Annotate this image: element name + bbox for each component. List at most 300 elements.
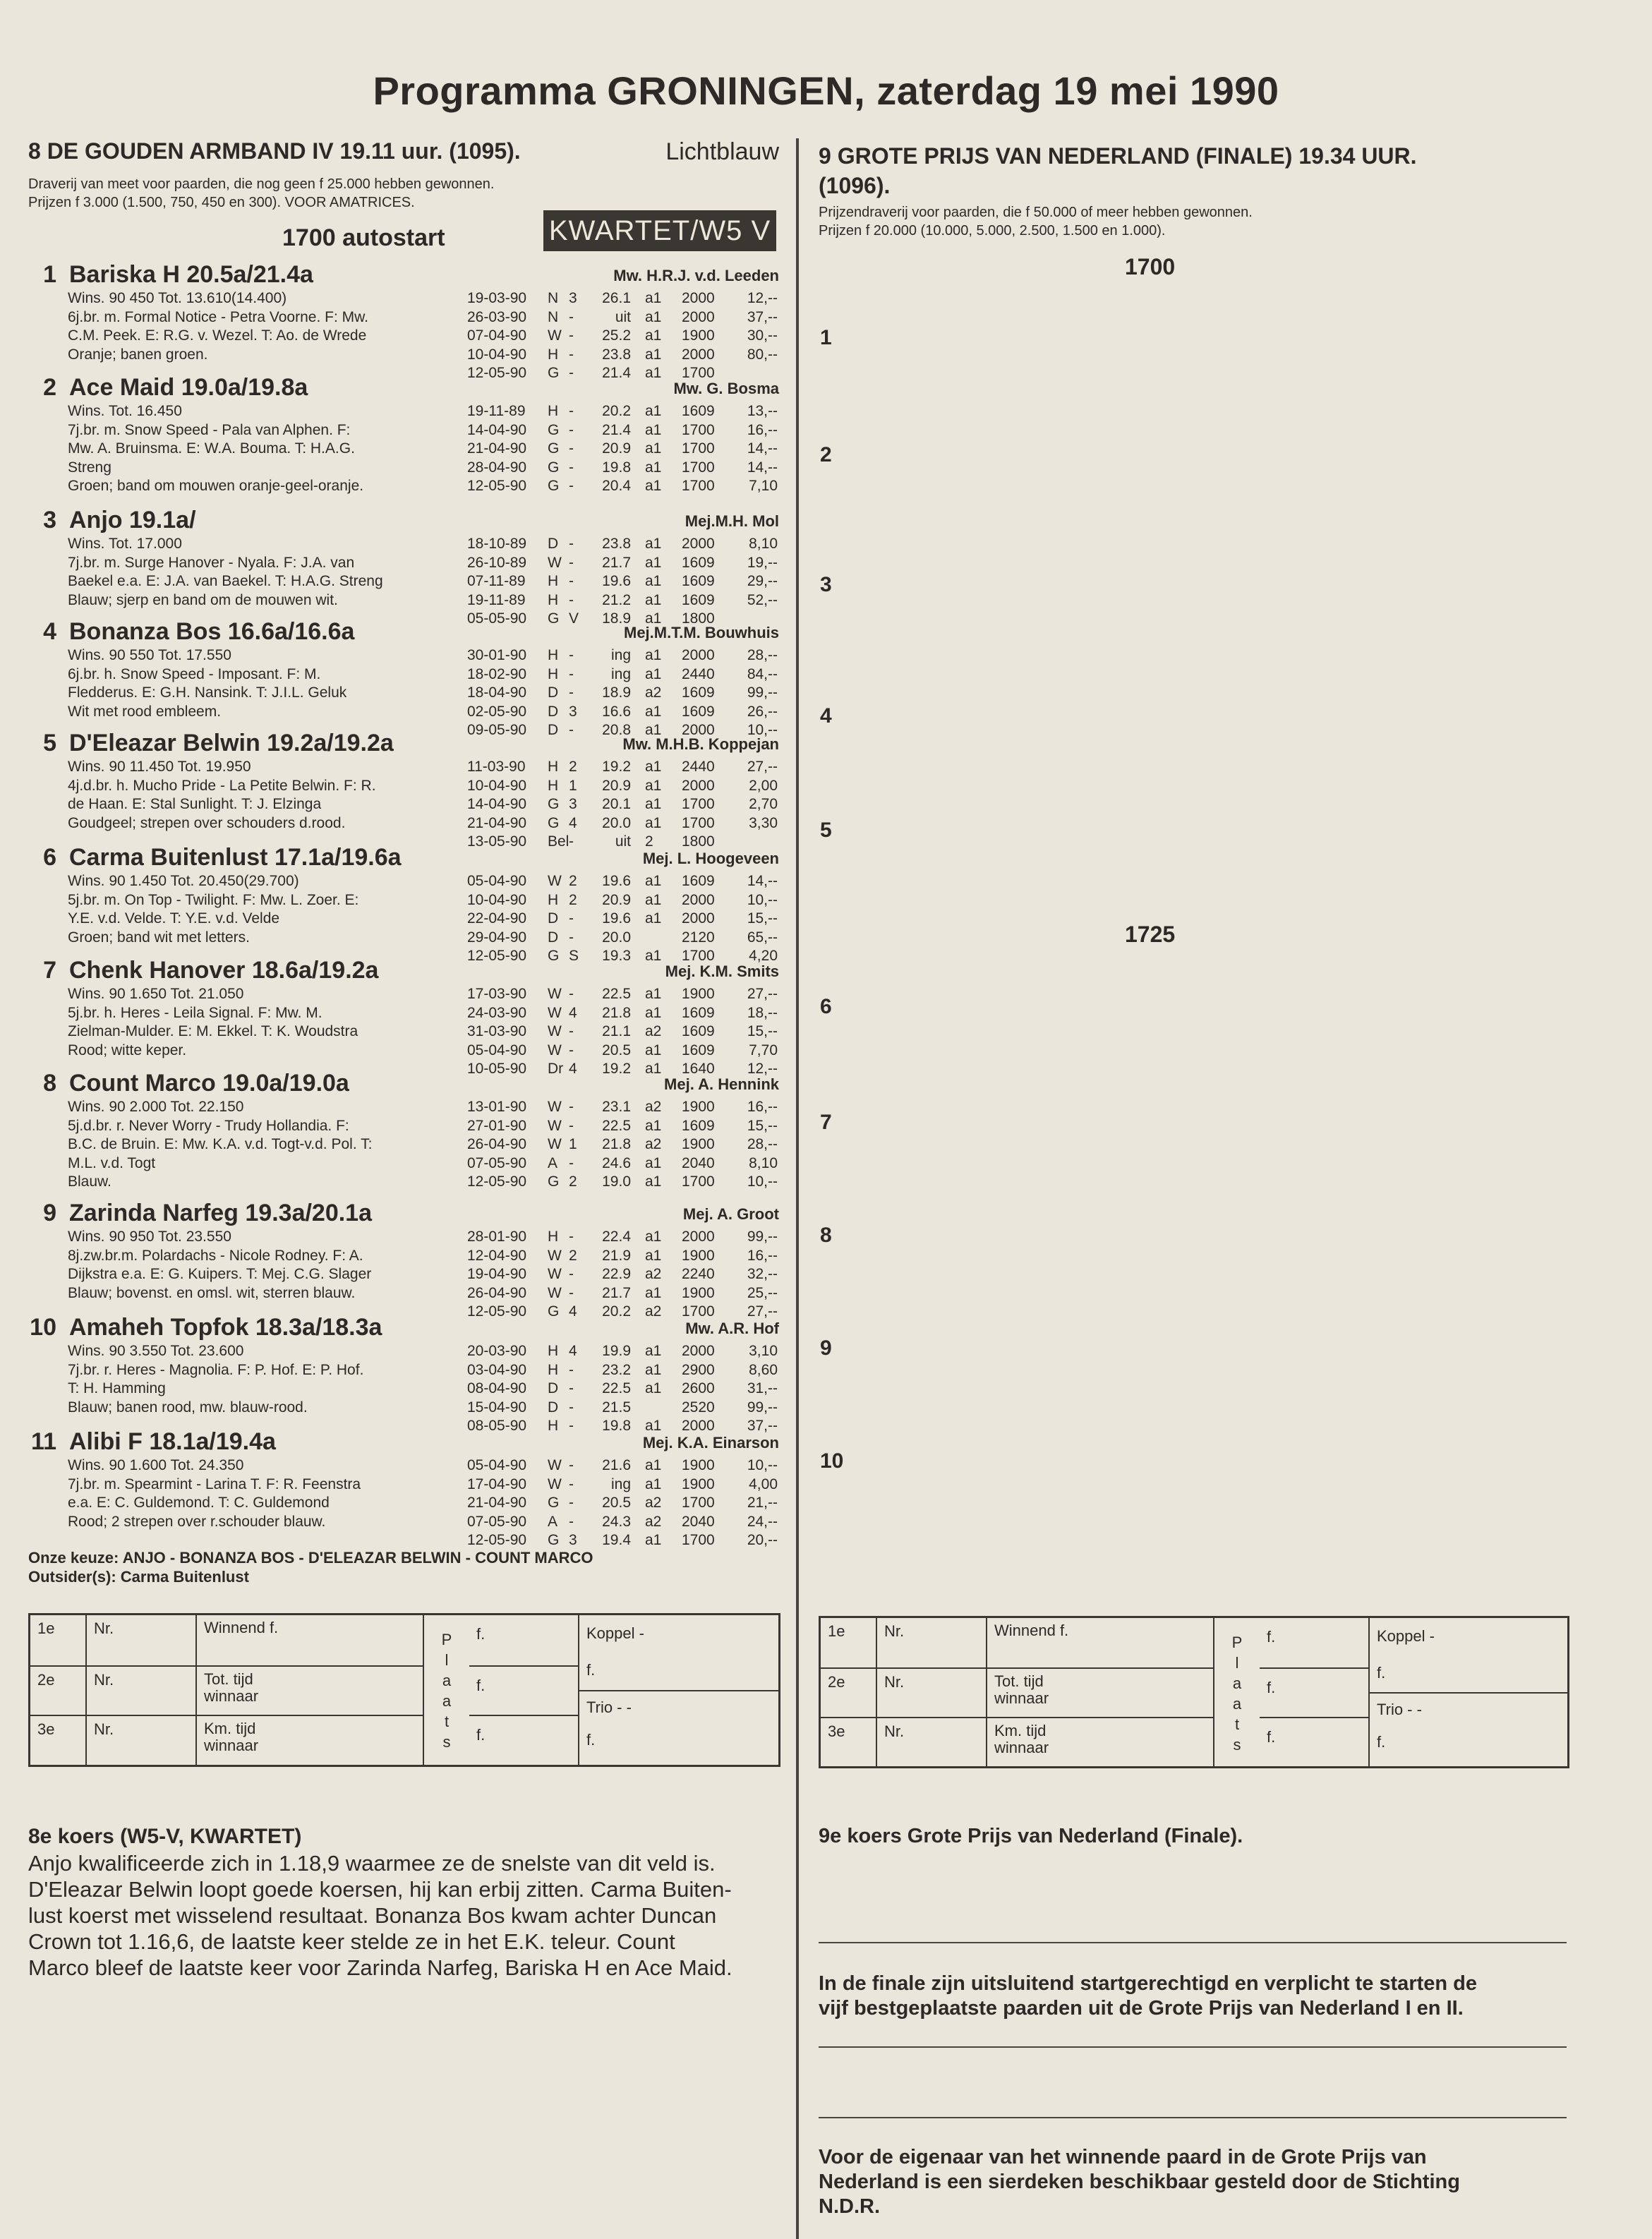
result-cell: a1 xyxy=(645,459,662,476)
horse-info-line: de Haan. E: Stal Sunlight. T: J. Elzinga xyxy=(68,796,322,812)
recent-results xyxy=(467,646,778,740)
cell-line: Tot. tijd xyxy=(994,1672,1044,1690)
result-cell: 2040 xyxy=(682,1513,715,1530)
result-cell: a1 xyxy=(645,327,662,344)
race-9-distance-1: 1700 xyxy=(1125,254,1176,279)
result-cell: 1609 xyxy=(682,684,715,701)
race-9-heading xyxy=(819,141,1552,200)
horse-info-line: 5j.br. h. Heres - Leila Signal. F: Mw. M. xyxy=(68,1004,322,1021)
driver-name: Mej. K.M. Smits xyxy=(665,962,779,980)
result-row xyxy=(467,1475,778,1495)
horse-info-line: 7j.br. m. Surge Hanover - Nyala. F: J.A. van xyxy=(68,554,355,571)
plaats-value: f. xyxy=(469,1665,578,1715)
result-row xyxy=(467,795,778,814)
nr-label: Nr. xyxy=(85,1615,195,1665)
horse-info-line: Wins. 90 450 Tot. 13.610(14.400) xyxy=(68,290,287,306)
result-cell: 27,-- xyxy=(747,986,778,1002)
horse-info-line: Wins. 90 1.650 Tot. 21.050 xyxy=(68,986,244,1002)
result-cell: G xyxy=(548,948,560,964)
horse-name-text: Amaheh Topfok 18.3a/18.3a xyxy=(69,1314,382,1341)
result-cell: G xyxy=(548,478,560,494)
result-row xyxy=(467,777,778,796)
result-cell: 12-05-90 xyxy=(467,1532,527,1548)
result-cell: 20.5 xyxy=(602,1495,631,1511)
result-cell: 25,-- xyxy=(747,1284,778,1301)
recent-results xyxy=(467,872,778,966)
horse-info-line: Oranje; banen groen. xyxy=(68,346,208,363)
result-cell: 1609 xyxy=(682,1042,715,1058)
place-label: 1e xyxy=(37,1619,55,1637)
result-cell: 07-05-90 xyxy=(467,1513,527,1530)
horse-number: 10 xyxy=(30,1314,56,1341)
result-cell: 20.0 xyxy=(602,929,631,946)
horse-info-line: Blauw; bovenst. en omsl. wit, sterren blauw. xyxy=(68,1284,356,1301)
result-cell: W xyxy=(548,1004,562,1021)
result-cell: - xyxy=(569,365,574,381)
result-cell: W xyxy=(548,1284,562,1301)
result-cell: H xyxy=(548,1229,559,1245)
cell-line: winnaar xyxy=(994,1689,1049,1707)
result-cell: 2 xyxy=(569,873,577,889)
result-cell: W xyxy=(548,1266,562,1282)
driver-name: Mw. G. Bosma xyxy=(673,380,779,397)
result-cell: 1700 xyxy=(682,1173,715,1190)
horse-name-text: Zarinda Narfeg 19.3a/20.1a xyxy=(69,1200,373,1226)
result-row xyxy=(467,1247,778,1266)
result-cell: 10,-- xyxy=(747,722,778,738)
result-cell: ing xyxy=(610,647,631,663)
result-cell: 08-04-90 xyxy=(467,1380,527,1396)
result-cell: 12-05-90 xyxy=(467,365,527,381)
result-cell: 27-01-90 xyxy=(467,1117,527,1134)
result-cell: a1 xyxy=(645,703,662,720)
result-cell: A xyxy=(548,1513,558,1530)
result-cell: 1900 xyxy=(682,1457,715,1473)
result-cell: 23.2 xyxy=(602,1361,631,1378)
result-cell: a1 xyxy=(645,290,662,306)
result-cell: 2 xyxy=(569,1247,577,1264)
result-cell: 2000 xyxy=(682,308,715,325)
result-table-race-8 xyxy=(28,1613,780,1767)
cell-line: a xyxy=(1232,1695,1242,1713)
result-cell: 1609 xyxy=(682,1023,715,1039)
result-cell: 65,-- xyxy=(747,929,778,946)
horse-info-line: Wins. 90 950 Tot. 23.550 xyxy=(68,1229,231,1245)
result-cell: 13-01-90 xyxy=(467,1099,527,1115)
value-label xyxy=(986,1667,1213,1717)
place-label: 2e xyxy=(821,1667,876,1717)
horse-info xyxy=(68,1228,477,1303)
cell-line: P xyxy=(441,1631,452,1648)
plaats-label xyxy=(1213,1618,1260,1766)
result-cell: 1700 xyxy=(682,1532,715,1548)
horse-info-line: 4j.d.br. h. Mucho Pride - La Petite Belwin. F: R. xyxy=(68,777,376,794)
cell-line: t xyxy=(1234,1715,1240,1733)
result-row xyxy=(467,535,778,554)
our-choice xyxy=(28,1548,593,1586)
race-9-description xyxy=(819,203,1253,240)
driver-name: Mw. M.H.B. Koppejan xyxy=(622,735,779,753)
result-cell: 05-04-90 xyxy=(467,1457,527,1473)
result-cell: 8,10 xyxy=(749,1154,778,1171)
result-row xyxy=(467,402,778,421)
footer-line: N.D.R. xyxy=(819,2195,880,2218)
result-row xyxy=(467,308,778,327)
result-cell: ing xyxy=(610,1475,631,1492)
result-cell: 1640 xyxy=(682,1061,715,1077)
result-cell: - xyxy=(569,327,574,344)
result-cell: 18-02-90 xyxy=(467,665,527,682)
result-cell: 13,-- xyxy=(747,403,778,419)
result-row xyxy=(467,665,778,684)
nr-label: Nr. xyxy=(85,1715,195,1765)
result-cell: 23.8 xyxy=(602,536,631,552)
value-label xyxy=(195,1715,423,1765)
result-cell: - xyxy=(569,1399,574,1416)
cell-line: t xyxy=(444,1713,450,1730)
horse-info xyxy=(68,402,477,496)
result-cell: 2000 xyxy=(682,1418,715,1434)
result-cell: 23.1 xyxy=(602,1099,631,1115)
result-cell: 24-03-90 xyxy=(467,1004,527,1021)
result-cell: a1 xyxy=(645,1380,662,1396)
result-cell: a2 xyxy=(645,684,662,701)
result-cell: 4 xyxy=(569,1303,577,1320)
result-cell: - xyxy=(569,346,574,363)
result-cell: - xyxy=(569,1099,574,1115)
result-cell: 20.1 xyxy=(602,796,631,812)
horse-info-line: Mw. A. Bruinsma. E: W.A. Bouma. T: H.A.G. xyxy=(68,440,355,457)
horse-number: 5 xyxy=(43,730,56,756)
result-cell: a1 xyxy=(645,536,662,552)
result-cell: 1609 xyxy=(682,1004,715,1021)
result-cell: a1 xyxy=(645,1229,662,1245)
race-9-finale-note xyxy=(819,1972,1567,2021)
result-cell: H xyxy=(548,665,559,682)
result-cell: 80,-- xyxy=(747,346,778,363)
commentary-line: lust koerst met wisselend resultaat. Bonanza Bos kwam achter Duncan xyxy=(28,1903,717,1928)
result-cell: a1 xyxy=(645,910,662,927)
place-label: 3e xyxy=(30,1715,85,1765)
cell-line: f. xyxy=(586,1661,596,1679)
horse-info-line: Blauw. xyxy=(68,1173,111,1190)
entry-number: 2 xyxy=(820,443,832,466)
result-cell: 16,-- xyxy=(747,1099,778,1115)
result-cell: 4 xyxy=(569,814,577,831)
rule-line xyxy=(819,2046,1567,2048)
result-cell: - xyxy=(569,1154,574,1171)
horse-info-line: 5j.d.br. r. Never Worry - Trudy Hollandia. F: xyxy=(68,1117,349,1134)
result-cell: - xyxy=(569,833,574,850)
result-cell: 16,-- xyxy=(747,1247,778,1264)
cell-line: Km. tijd xyxy=(994,1722,1047,1739)
result-cell: V xyxy=(569,610,579,627)
result-cell: - xyxy=(569,536,574,552)
column-divider xyxy=(796,138,799,2239)
result-cell: 26-04-90 xyxy=(467,1284,527,1301)
result-row xyxy=(467,1117,778,1136)
result-cell: 09-05-90 xyxy=(467,722,527,738)
result-cell: a1 xyxy=(645,346,662,363)
result-row xyxy=(467,1265,778,1284)
result-row xyxy=(467,1135,778,1154)
result-cell: 10-04-90 xyxy=(467,346,527,363)
result-cell: 18.9 xyxy=(602,684,631,701)
result-cell: a1 xyxy=(645,1284,662,1301)
result-cell: a1 xyxy=(645,1042,662,1058)
result-cell: 2000 xyxy=(682,722,715,738)
horse-info-line: Wins. 90 11.450 Tot. 19.950 xyxy=(68,759,251,775)
horse-info-line: Goudgeel; strepen over schouders d.rood. xyxy=(68,814,346,831)
result-cell: 14,-- xyxy=(747,459,778,476)
result-cell: 15,-- xyxy=(747,910,778,927)
cell-line: s xyxy=(442,1733,451,1751)
horse-info-line: 6j.br. m. Formal Notice - Petra Voorne. F: Mw. xyxy=(68,308,368,325)
result-cell: W xyxy=(548,1099,562,1115)
result-cell: 14,-- xyxy=(747,873,778,889)
result-cell: 1800 xyxy=(682,833,715,850)
horse-name xyxy=(28,618,354,646)
result-cell: a1 xyxy=(645,1154,662,1171)
commentary-line: Crown tot 1.16,6, de laatste keer stelde ze in het E.K. teleur. Count xyxy=(28,1929,675,1954)
entry-number: 10 xyxy=(820,1449,844,1473)
result-cell: - xyxy=(569,1475,574,1492)
result-row xyxy=(467,1154,778,1173)
horse-info-line: Blauw; sjerp en band om de mouwen wit. xyxy=(68,591,338,608)
cell-line: winnaar xyxy=(204,1737,259,1755)
result-cell: 15,-- xyxy=(747,1023,778,1039)
result-cell: 14-04-90 xyxy=(467,796,527,812)
result-cell: 20.0 xyxy=(602,814,631,831)
result-cell: 2040 xyxy=(682,1154,715,1171)
result-cell: 12-05-90 xyxy=(467,1303,527,1320)
entry-number: 1 xyxy=(820,326,832,349)
result-cell: 14-04-90 xyxy=(467,421,527,438)
result-cell: H xyxy=(548,777,559,794)
result-cell: 3 xyxy=(569,1532,577,1548)
horse-number: 1 xyxy=(43,261,56,288)
horse-info-line: Rood; 2 strepen over r.schouder blauw. xyxy=(68,1513,326,1530)
result-cell: 4 xyxy=(569,1343,577,1359)
result-cell: a1 xyxy=(645,1117,662,1134)
result-cell: 20.9 xyxy=(602,891,631,908)
horse-name-text: Bonanza Bos 16.6a/16.6a xyxy=(69,618,355,645)
result-cell: a1 xyxy=(645,403,662,419)
result-cell: 19.6 xyxy=(602,573,631,589)
result-cell: - xyxy=(569,478,574,494)
result-cell: 21.6 xyxy=(602,1457,631,1473)
recent-results xyxy=(467,1456,778,1550)
result-cell: H xyxy=(548,403,559,419)
commentary-line: D'Eleazar Belwin loopt goede koersen, hij kan erbij zitten. Carma Buiten- xyxy=(28,1877,732,1902)
driver-name: Mej. L. Hoogeveen xyxy=(642,850,779,867)
plaats-value: f. xyxy=(469,1715,578,1765)
result-cell: 1700 xyxy=(682,478,715,494)
result-cell: 28,-- xyxy=(747,647,778,663)
cell-line: winnaar xyxy=(204,1686,259,1705)
result-cell: 15,-- xyxy=(747,1117,778,1134)
horse-info xyxy=(68,289,477,364)
entry-number: 4 xyxy=(820,704,832,728)
result-cell: a1 xyxy=(645,1173,662,1190)
cell-line: a xyxy=(1232,1674,1242,1692)
result-cell: 10,-- xyxy=(747,1173,778,1190)
result-cell: H xyxy=(548,759,559,775)
horse-info xyxy=(68,758,477,833)
result-cell: 4 xyxy=(569,1061,577,1077)
driver-name: Mw. A.R. Hof xyxy=(685,1320,779,1337)
page-title: Programma GRONINGEN, zaterdag 19 mei 1990 xyxy=(373,68,1279,113)
horse-info xyxy=(68,535,477,610)
horse-info-line: 7j.br. m. Snow Speed - Pala van Alphen. F: xyxy=(68,421,351,438)
place-label: 2e xyxy=(30,1665,85,1715)
result-row xyxy=(467,440,778,459)
result-row xyxy=(467,459,778,478)
result-cell: 21-04-90 xyxy=(467,440,527,457)
result-cell: 1900 xyxy=(682,327,715,344)
result-cell: G xyxy=(548,610,560,627)
result-cell: a1 xyxy=(645,421,662,438)
horse-info-line: Fledderus. E: G.H. Nansink. T: J.I.L. Geluk xyxy=(68,684,347,701)
result-cell: 2 xyxy=(569,1173,577,1190)
result-cell: 20.9 xyxy=(602,440,631,457)
horse-name xyxy=(28,1314,382,1341)
result-cell: 15-04-90 xyxy=(467,1399,527,1416)
result-cell: W xyxy=(548,554,562,571)
result-cell: a1 xyxy=(645,610,662,627)
result-cell: Dr xyxy=(548,1061,564,1077)
cell-line: a xyxy=(442,1672,452,1689)
result-cell: 11-03-90 xyxy=(467,759,526,775)
koppel-box xyxy=(578,1615,778,1690)
result-cell: 22-04-90 xyxy=(467,910,527,927)
result-cell: 19.4 xyxy=(602,1532,631,1548)
result-cell: D xyxy=(548,722,559,738)
result-row xyxy=(467,1228,778,1247)
result-cell: - xyxy=(569,554,574,571)
result-row xyxy=(467,814,778,833)
result-cell: 1900 xyxy=(682,1475,715,1492)
horse-name xyxy=(28,730,394,757)
result-cell: 18-04-90 xyxy=(467,684,527,701)
result-cell: 8,60 xyxy=(749,1361,778,1378)
result-cell: 1700 xyxy=(682,440,715,457)
result-row xyxy=(467,985,778,1004)
result-cell: W xyxy=(548,1136,562,1152)
result-cell: 12-05-90 xyxy=(467,1173,527,1190)
result-cell: N xyxy=(548,308,559,325)
result-cell: - xyxy=(569,403,574,419)
result-row xyxy=(467,929,778,948)
result-cell: a1 xyxy=(645,1475,662,1492)
footer-line: Nederland is een sierdeken beschikbaar gesteld door de Stichting xyxy=(819,2171,1460,2193)
result-cell: 10-04-90 xyxy=(467,777,527,794)
cell-line: Tot. tijd xyxy=(204,1670,253,1688)
cell-line: Km. tijd xyxy=(204,1720,256,1738)
result-row xyxy=(467,1531,778,1550)
result-cell: 12,-- xyxy=(747,1061,778,1077)
result-cell: 2000 xyxy=(682,891,715,908)
result-cell: 8,10 xyxy=(749,536,778,552)
value-label: Winnend f. xyxy=(195,1615,423,1665)
cell-line: Koppel - xyxy=(1377,1627,1435,1645)
result-cell: 37,-- xyxy=(747,308,778,325)
nr-label: Nr. xyxy=(876,1717,986,1766)
horse-info-line: B.C. de Bruin. E: Mw. K.A. v.d. Togt-v.d. Pol. T: xyxy=(68,1136,373,1152)
horse-info-line: Wins. 90 1.450 Tot. 20.450(29.700) xyxy=(68,873,299,889)
result-cell: H xyxy=(548,1418,559,1434)
cell-line: P xyxy=(1231,1634,1243,1651)
result-cell: H xyxy=(548,346,559,363)
result-cell: 1900 xyxy=(682,1247,715,1264)
result-cell: G xyxy=(548,1495,560,1511)
result-cell: a1 xyxy=(645,1343,662,1359)
result-cell: 16,-- xyxy=(747,421,778,438)
result-cell: 16.6 xyxy=(602,703,631,720)
result-cell: 29-04-90 xyxy=(467,929,527,946)
result-cell: 20.8 xyxy=(602,722,631,738)
result-cell: 1800 xyxy=(682,610,715,627)
horse-info-line: Wins. 90 3.550 Tot. 23.600 xyxy=(68,1343,244,1359)
result-row xyxy=(467,1173,778,1192)
horse-name-text: Bariska H 20.5a/21.4a xyxy=(69,261,313,288)
result-cell: 29,-- xyxy=(747,573,778,589)
result-cell: 28,-- xyxy=(747,1136,778,1152)
horse-name xyxy=(28,374,308,402)
result-cell: 03-04-90 xyxy=(467,1361,527,1378)
entry-number: 6 xyxy=(820,995,832,1018)
plaats-value: f. xyxy=(1260,1667,1368,1717)
result-cell: Bel xyxy=(548,833,569,850)
result-cell: 2000 xyxy=(682,910,715,927)
result-cell: H xyxy=(548,1361,559,1378)
result-row xyxy=(467,1380,778,1399)
horse-info-line: Wins. 90 1.600 Tot. 24.350 xyxy=(68,1457,244,1473)
result-cell: 12-05-90 xyxy=(467,948,527,964)
horse-name-text: D'Eleazar Belwin 19.2a/19.2a xyxy=(69,730,394,756)
result-cell: 30,-- xyxy=(747,327,778,344)
result-row xyxy=(467,833,778,852)
result-cell: 2520 xyxy=(682,1399,715,1416)
result-cell: 21.5 xyxy=(602,1399,631,1416)
result-cell: 26-10-89 xyxy=(467,554,527,571)
value-label xyxy=(986,1717,1213,1766)
cell-line: Trio - - xyxy=(586,1698,632,1716)
plaats-label xyxy=(423,1615,469,1765)
result-cell: a1 xyxy=(645,722,662,738)
result-cell: a1 xyxy=(645,777,662,794)
horse-number: 2 xyxy=(43,374,56,401)
result-cell: 2000 xyxy=(682,346,715,363)
result-cell: 1609 xyxy=(682,573,715,589)
nr-label: Nr. xyxy=(85,1665,195,1715)
result-cell: 1609 xyxy=(682,873,715,889)
horse-name-text: Anjo 19.1a/ xyxy=(69,507,196,533)
result-cell: 22.9 xyxy=(602,1266,631,1282)
place-label: 3e xyxy=(821,1717,876,1766)
result-cell: 1 xyxy=(569,1136,577,1152)
result-cell: a1 xyxy=(645,796,662,812)
result-cell: 19.6 xyxy=(602,873,631,889)
result-row xyxy=(467,1022,778,1042)
result-cell: - xyxy=(569,308,574,325)
result-cell: H xyxy=(548,591,559,608)
result-cell: 07-05-90 xyxy=(467,1154,527,1171)
race-9-footer-note xyxy=(819,2145,1567,2219)
result-row xyxy=(467,1494,778,1513)
result-cell: - xyxy=(569,1513,574,1530)
result-cell: 10,-- xyxy=(747,891,778,908)
